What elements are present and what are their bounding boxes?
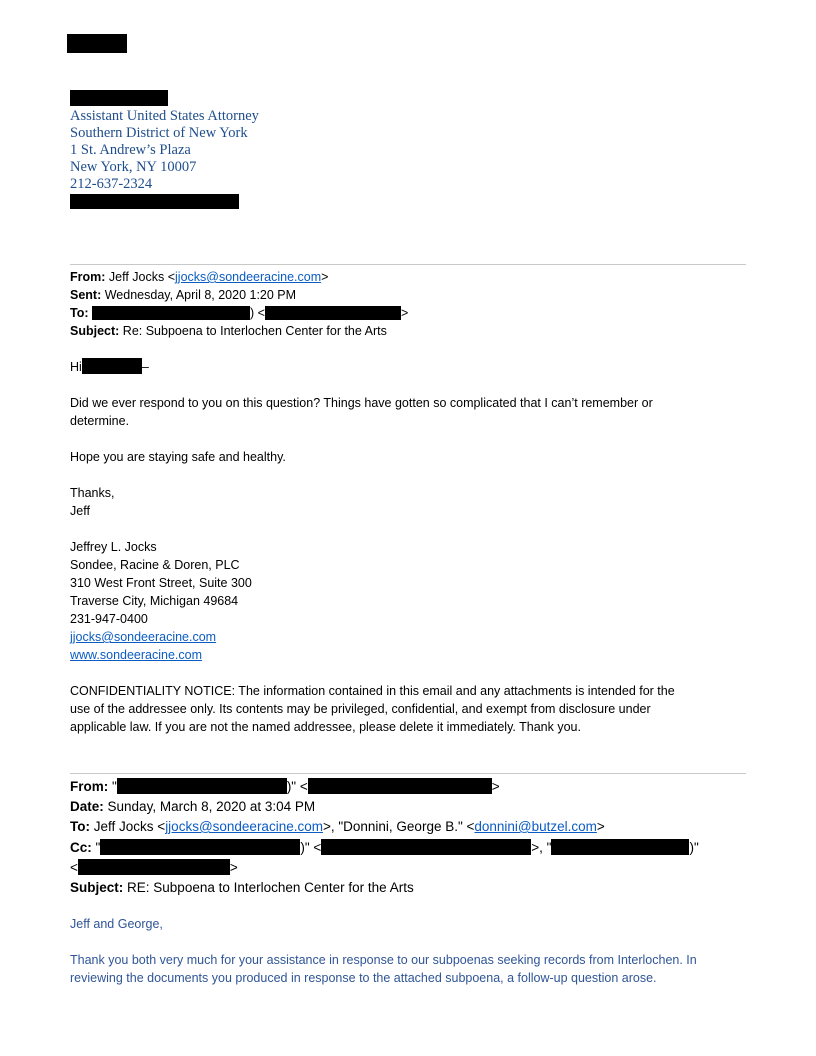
email1-body-line2: determine. <box>70 414 130 428</box>
jocks-signature-website-row <box>70 646 202 664</box>
redaction-cc-name2 <box>551 839 689 855</box>
email1-to-label: To: <box>70 306 89 320</box>
email1-thanks: Thanks, <box>70 486 115 500</box>
jocks-signature-firm: Sondee, Racine & Doren, PLC <box>70 558 240 572</box>
email2-cc-line2-close: > <box>229 860 238 875</box>
email2-to-mid: >, "Donnini, George B." < <box>322 819 475 834</box>
email2-greeting: Jeff and George, <box>70 917 163 931</box>
jocks-signature-website-link[interactable]: www.sondeeracine.com <box>70 648 203 662</box>
jocks-signature-name: Jeffrey L. Jocks <box>70 540 157 554</box>
email2-from-line <box>70 777 500 797</box>
email2-cc-open: " <box>95 840 101 855</box>
email2-from-close: > <box>491 779 500 794</box>
email2-subject-line <box>70 878 414 898</box>
redaction-cc-name1 <box>100 839 300 855</box>
email2-to-label: To: <box>70 819 90 834</box>
signature-address2: New York, NY 10007 <box>70 159 197 175</box>
email1-sent-label: Sent: <box>70 288 102 302</box>
email1-greeting-dash: – <box>141 360 149 374</box>
email1-subject-value: Re: Subpoena to Interlochen Center for the Arts <box>122 324 387 338</box>
email2-to-jeff-email-link[interactable]: jjocks@sondeeracine.com <box>165 819 323 834</box>
email1-sent-value: Wednesday, April 8, 2020 1:20 PM <box>104 288 297 302</box>
redaction-cc-email2 <box>78 859 230 875</box>
email1-to-line <box>70 304 408 322</box>
email2-to-close: > <box>596 819 605 834</box>
email2-subject-label: Subject: <box>70 880 124 895</box>
divider-1 <box>70 264 746 265</box>
email2-cc-line2 <box>70 858 238 878</box>
redaction-email2-from-name <box>117 778 287 794</box>
email2-cc-line2-open: < <box>70 860 78 875</box>
email1-body-line3: Hope you are staying safe and healthy. <box>70 450 286 464</box>
email2-from-mid: )" < <box>286 779 308 794</box>
email1-to-close: > <box>400 306 409 320</box>
redaction-to-email <box>265 306 401 320</box>
email1-body-line1: Did we ever respond to you on this question? Things have gotten so complicated that I can’t remember or <box>70 396 653 410</box>
signature-title: Assistant United States Attorney <box>70 108 259 124</box>
redaction-greeting-name <box>82 358 142 374</box>
signature-address1: 1 St. Andrew’s Plaza <box>70 142 191 158</box>
confidentiality-line2: use of the addressee only. Its contents may be privileged, confidential, and exempt from disclosure under <box>70 702 651 716</box>
signature-phone: 212-637-2324 <box>70 176 153 192</box>
email2-subject-value: RE: Subpoena to Interlochen Center for the Arts <box>127 880 414 895</box>
email1-sign-off: Jeff <box>70 504 90 518</box>
email2-cc-label: Cc: <box>70 840 92 855</box>
email1-subject-line <box>70 322 387 340</box>
email2-to-jeff: Jeff Jocks < <box>93 819 166 834</box>
email1-from-label: From: <box>70 270 106 284</box>
signature-office: Southern District of New York <box>70 125 248 141</box>
redaction-cc-email1 <box>321 839 531 855</box>
email1-from-close: > <box>321 270 329 284</box>
email1-subject-label: Subject: <box>70 324 120 338</box>
email1-to-mid: ) < <box>250 306 265 320</box>
email2-date-line <box>70 797 315 817</box>
email1-from-email-link[interactable]: jjocks@sondeeracine.com <box>175 270 322 284</box>
redaction-email2-from-email <box>308 778 492 794</box>
email2-from-label: From: <box>70 779 109 794</box>
jocks-signature-email-link[interactable]: jjocks@sondeeracine.com <box>70 630 217 644</box>
jocks-signature-email-row <box>70 628 216 646</box>
divider-2 <box>70 773 746 774</box>
redaction-header <box>67 34 127 53</box>
redaction-sender-name <box>70 90 168 106</box>
email1-greeting: Hi <box>70 360 82 374</box>
email2-cc-mid1: )" < <box>300 840 322 855</box>
email2-date-value: Sunday, March 8, 2020 at 3:04 PM <box>107 799 316 814</box>
redaction-to-name <box>92 306 250 320</box>
email1-sent-line <box>70 286 296 304</box>
email1-from-line <box>70 268 328 286</box>
redaction-sender-email <box>70 194 239 209</box>
email2-body-line2: reviewing the documents you produced in response to the attached subpoena, a follow-up question arose. <box>70 971 657 985</box>
email2-cc-line <box>70 838 699 858</box>
email2-date-label: Date: <box>70 799 104 814</box>
email1-from-name: Jeff Jocks < <box>108 270 176 284</box>
email2-to-george-email-link[interactable]: donnini@butzel.com <box>474 819 597 834</box>
jocks-signature-phone: 231-947-0400 <box>70 612 148 626</box>
email2-cc-close1: )" <box>689 840 699 855</box>
email2-body-line1: Thank you both very much for your assistance in response to our subpoenas seeking records from Interlochen. In <box>70 953 697 967</box>
confidentiality-line1: CONFIDENTIALITY NOTICE: The information contained in this email and any attachments is intended for the <box>70 684 675 698</box>
email2-to-line <box>70 817 605 837</box>
email2-from-open: " <box>112 779 117 794</box>
jocks-signature-city: Traverse City, Michigan 49684 <box>70 594 239 608</box>
email2-cc-mid2: >, " <box>531 840 552 855</box>
jocks-signature-street: 310 West Front Street, Suite 300 <box>70 576 252 590</box>
confidentiality-line3: applicable law. If you are not the named addressee, please delete it immediately. Thank you. <box>70 720 581 734</box>
email1-greeting-line <box>70 358 149 376</box>
